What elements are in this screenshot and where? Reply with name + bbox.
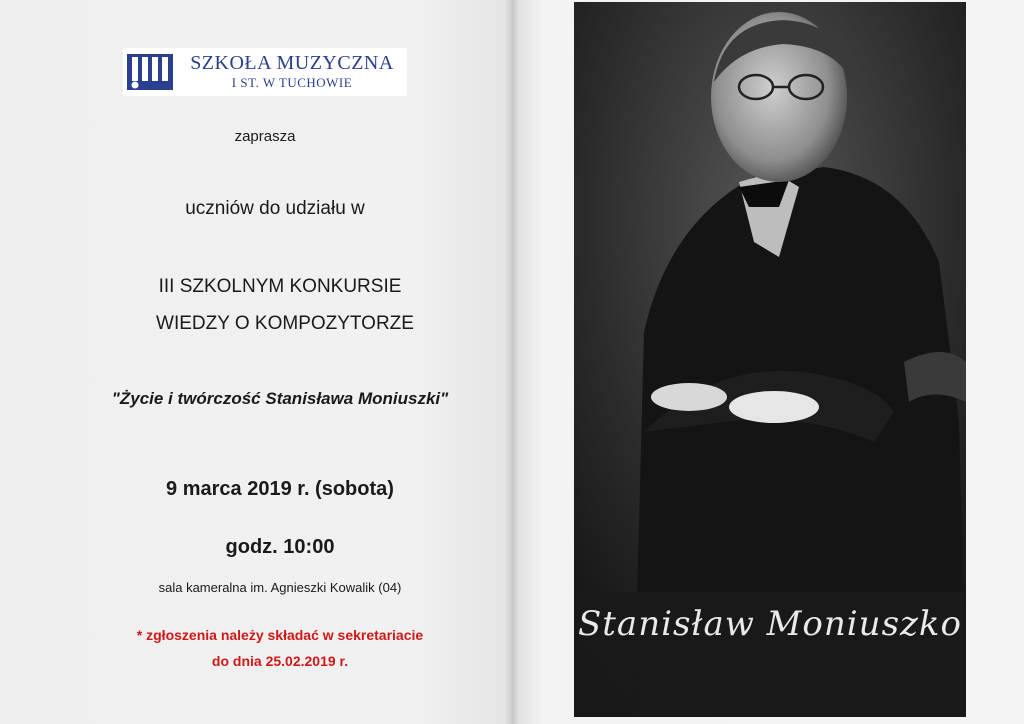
registration-note-line1: * zgłoszenia należy składać w sekretariacie: [136, 627, 424, 643]
school-logo: [123, 48, 407, 96]
piano-keys-icon: [125, 50, 177, 94]
students-text: uczniów do udziału w: [185, 198, 365, 219]
invites-text: zaprasza: [234, 128, 296, 145]
logo-school-name: SZKOŁA MUZYCZNA: [190, 52, 394, 74]
contest-subject: "Życie i twórczość Stanisława Moniuszki": [111, 389, 449, 408]
event-venue: sala kameralna im. Agnieszki Kowalik (04): [158, 580, 402, 595]
contest-title-line1: III SZKOLNYM KONKURSIE: [158, 276, 402, 297]
contest-title-line2: WIEDZY O KOMPOZYTORZE: [156, 313, 414, 334]
book-spine: [505, 0, 519, 724]
event-date: 9 marca 2019 r. (sobota): [166, 478, 394, 500]
composer-portrait: [574, 2, 966, 717]
logo-text: [177, 52, 407, 92]
registration-note-line2: do dnia 25.02.2019 r.: [211, 653, 349, 669]
logo-school-location: I ST. W TUCHOWIE: [231, 75, 353, 90]
composer-signature: Stanisław Moniuszko: [577, 604, 963, 644]
event-time: godz. 10:00: [225, 536, 335, 558]
